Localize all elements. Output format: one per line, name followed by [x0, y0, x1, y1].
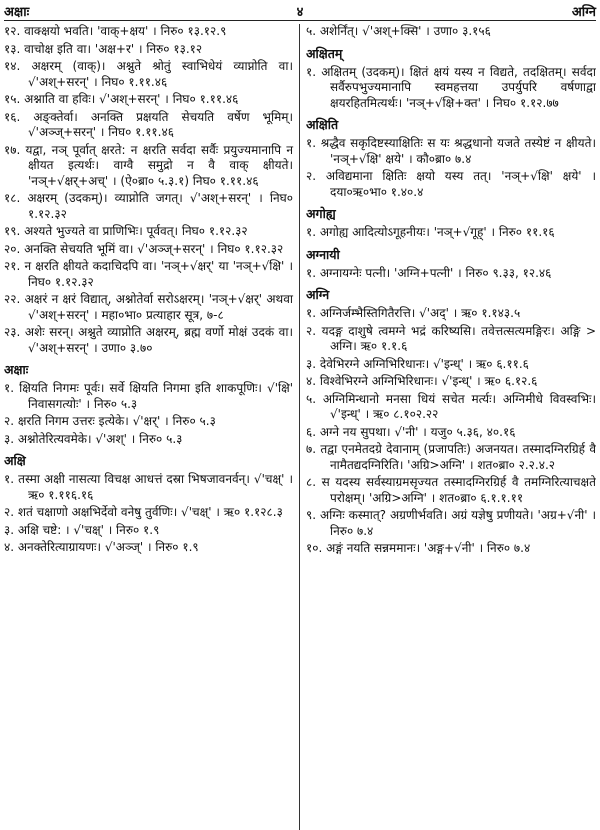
definition-entry: ८. स यदस्य सर्वस्याग्रमसृज्यत तस्मादग्निरग्रिर्ह वै तमग्निरित्याचक्षते परोक्षम्। 'अग्रि>अग्नि' । शत०ब्रा० ६.१.१.११	[306, 475, 596, 505]
two-column-body	[4, 24, 596, 830]
headword: अग्नि	[306, 287, 330, 302]
definition-entry: ३. अश्नोतेरित्यवमेके। √'अश्' । निरु० ५.३	[4, 431, 183, 446]
definition-entry: ४. अनक्तेरित्याग्रायणः। √'अञ्ज्' । निरु० १.९	[4, 540, 199, 554]
definition-entry: १४. अक्षरम् (वाक्)। अश्नुते श्रोतुं स्वाभिधेयं व्याप्नोति वा। √'अश्+सरन्' । निघ० १.११.४६	[4, 59, 293, 89]
definition-entry: १. अग्निर्जम्भैस्तिगितैरत्ति। √'अद्' । ऋ० १.१४३.५	[306, 306, 521, 320]
right-column	[300, 24, 596, 830]
definition-entry: ९. अग्निः कस्मात्? अग्रणीर्भवति। अग्रं यज्ञेषु प्रणीयते। 'अग्र+√नी' । निरु० ७.४	[306, 508, 596, 538]
definition-entry: १०. अङ्गं नयति सन्नममानः। 'अङ्ग+√नी' । निरु० ७.४	[306, 541, 531, 555]
definition-entry: ३. देवेभिरग्ने अग्निभिरिधानः। √'इन्ध्' । ऋ० ६.११.६	[306, 356, 529, 371]
definition-entry: ५. अशेर्निंत्। √'अश्+क्सि' । उणा० ३.१५६	[306, 24, 491, 38]
definition-entry: २. यदङ्ग दाशुषे त्वमग्ने भद्रं करिष्यसि। तवेत्तत्सत्यमङ्गिरः। अङ्गि > अग्नि। ऋ० १.१.६	[306, 323, 596, 353]
definition-entry: ४. विश्वेभिरग्ने अग्निभिरिधानः। √'इन्ध्' । ऋ० ६.१२.६	[306, 374, 538, 388]
definition-entry: १. तस्मा अक्षी नासत्या विचक्ष आधत्तं दस्रा भिषजावनर्वन्। √'चक्ष्' । ऋ० १.११६.१६	[4, 472, 293, 502]
definition-entry: १३. वाचोक्ष इति वा। 'अक्ष+र' । निरु० १३.१२	[4, 41, 203, 56]
headword: अगोह्य	[306, 206, 336, 221]
definition-entry: २. क्षरति निगम उत्तरः इत्येके। √'क्षर्' । निरु० ५.३	[4, 414, 216, 428]
definition-entry: २. अविद्यमाना क्षितिः क्षयो यस्य तत्। 'नञ्+√क्षि' क्षये' । दया०ऋ०भा० १.४०.४	[306, 169, 596, 199]
headword: अक्षाः	[4, 362, 29, 377]
definition-entry: १. क्षियति निगमः पूर्वः। सर्वे क्षियति निगमा इति शाकपूणिः। √'क्षि' निवासगत्योः' । निरु० ५.३	[4, 381, 293, 411]
definition-entry: १. अग्नायग्नेः पत्नी। 'अग्नि+पत्नी' । निरु० ९.३३, १२.४६	[306, 265, 552, 280]
definition-entry: १७. यद्वा, नञ् पूर्वात् क्षरते: न क्षरति सर्वदा सर्वैः प्रयुज्यमानापि न क्षीयत इत्यर्थः। वाग्वै समुद्रो न वै वाक् क्षीयते। 'नञ्+√क्षर्+अच्' । (ऐ०ब्रा० ५.३.१) निघ० १.११.४६	[4, 142, 293, 188]
headword: अग्नायी	[306, 246, 340, 262]
headword: अक्षितम्	[306, 45, 343, 61]
header-right-term: अग्नि	[571, 5, 596, 20]
headword: अक्षिति	[306, 117, 339, 132]
page-number: ४	[296, 5, 304, 20]
definition-entry: ६. अग्ने नय सुपथा। √'नी' । यजु० ५.३६, ४०.१६	[306, 424, 516, 439]
definition-entry: १५. अश्नाति वा हविः। √'अश्+सरन्' । निघ० १.११.४६	[4, 92, 239, 106]
definition-entry: १८. अक्षरम् (उदकम्)। व्याप्नोति जगत्। √'अश्+सरन्' । निघ० १.१२.३२	[4, 191, 293, 221]
page-header	[4, 0, 596, 21]
definition-entry: १६. अङ्क्तेर्वा। अनक्ति प्रक्षयति सेचयति वर्षेण भूमिम्। √'अञ्ज्+सरन्' । निघ० १.११.४६	[4, 109, 293, 139]
definition-entry: २२. अक्षरं न क्षरं विद्यात्, अश्नोतेर्वा सरोऽक्षरम्। 'नञ्+√क्षर्' अथवा √'अश्+सरन्' । महा०भा० प्रत्याहार सूत्र, ७-८	[4, 292, 293, 322]
definition-entry: २. शतं चक्षाणो अक्षभिर्देवो वनेषु तुर्वणिः। √'चक्ष्' । ऋ० १.१२८.३	[4, 505, 283, 519]
definition-entry: १. अगोह्य आदित्योऽगूहनीयः। 'नञ्+√गूह्' । निरु० ११.१६	[306, 225, 555, 239]
definition-entry: २०. अनक्ति सेचयति भूमिं वा। √'अञ्ज्+सरन्' । निघ० १.१२.३२	[4, 241, 284, 256]
definition-entry: २३. अशेः सरन्। अश्नुते व्याप्नोति अक्षरम्, ब्रह्म वर्णो मोक्षं उदकं वा। √'अश्+सरन्' । उणा० ३.७०	[4, 325, 293, 355]
definition-entry: १. अक्षितम् (उदकम्)। क्षितं क्षयं यस्य न विद्यते, तदक्षितम्। सर्वदा सर्वैरुपभुज्यमानापि स्वमहत्तया उपर्युपरि वर्षणाद्वा क्षयरहितमित्यर्थः। 'नञ्+√क्षि+क्त' । निघ० १.१२.७७	[306, 64, 596, 110]
definition-entry: ५. अग्निमिन्धानो मनसा धियं सचेत मर्त्यः। अग्निमीधे विवस्वभिः। √'इन्ध्' । ऋ० ८.१०२.२२	[306, 391, 596, 421]
definition-entry: ३. अक्षि चष्टे: । √'चक्ष्' । निरु० १.९	[4, 522, 160, 537]
definition-entry: ७. तद्वा एनमेतदग्रे देवानाम् (प्रजापतिः) अजनयत। तस्मादग्निरग्रिर्ह वै नामैतद्यदग्निरिति। 'अग्रि>अग्नि' । शत०ब्रा० २.२.४.२	[306, 442, 596, 472]
left-column	[4, 24, 300, 830]
definition-entry: १२. वाक्क्षयो भवति। 'वाक्+क्षय' । निरु० १३.१२.९	[4, 24, 227, 38]
definition-entry: १. श्रद्धैव सकृदिष्टस्याक्षितिः स यः श्रद्धधानो यजते तस्येष्टं न क्षीयते। 'नञ्+√क्षि' क्षये' । कौ०ब्रा० ७.४	[306, 136, 596, 166]
headword: अक्षि	[4, 453, 26, 468]
header-left-term: अक्षाः	[4, 5, 30, 20]
definition-entry: २१. न क्षरति क्षीयते कदाचिदपि वा। 'नञ्+√क्षर्' या 'नञ्+√क्षि' । निघ० १.१२.३२	[4, 259, 293, 289]
definition-entry: १९. अश्यते भुज्यते वा प्राणिभिः। पूर्ववत्। निघ० १.१२.३२	[4, 224, 248, 238]
